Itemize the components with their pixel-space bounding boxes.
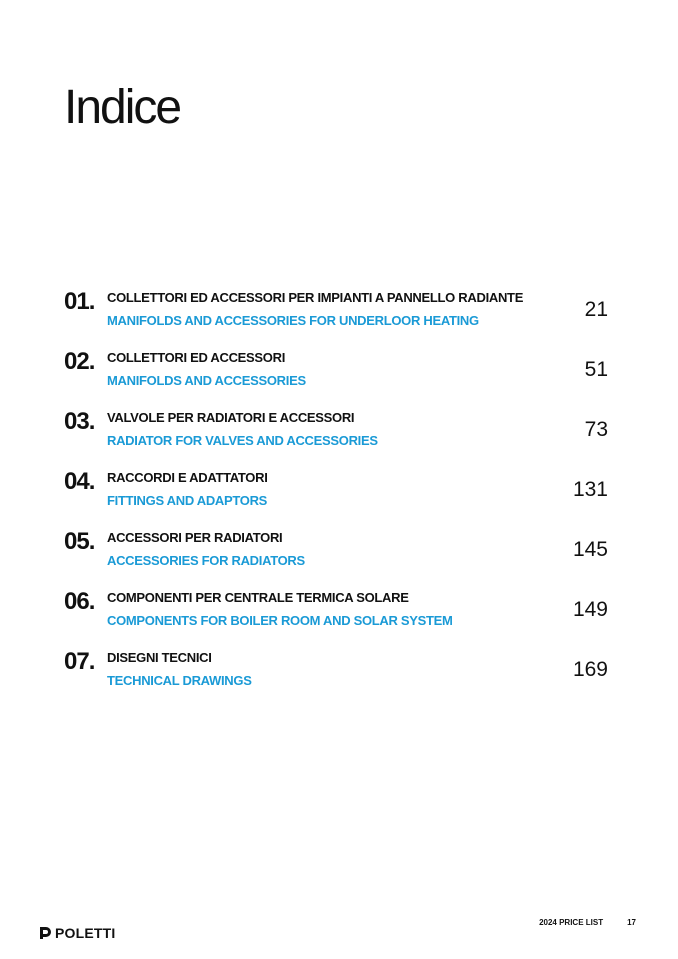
toc-entry-number: 02. (64, 348, 95, 375)
toc-entry-title-it: DISEGNI TECNICI (107, 650, 212, 665)
toc-entry[interactable] (0, 408, 678, 458)
toc-entry[interactable] (0, 468, 678, 518)
page-title: Indice (64, 81, 181, 134)
toc-entry-title-it: RACCORDI E ADATTATORI (107, 470, 268, 485)
toc-entry-page: 145 (572, 538, 608, 561)
footer-label: 2024 PRICE LIST (539, 918, 604, 927)
toc-entry-page: 131 (572, 478, 608, 501)
toc-entry-page: 51 (584, 358, 608, 381)
toc-entry-number: 05. (64, 528, 95, 555)
poletti-logo-icon (38, 926, 52, 940)
toc-entry-number: 06. (64, 588, 95, 615)
brand-logo (38, 924, 116, 942)
toc-entry-page: 169 (572, 658, 608, 681)
toc-entry-page: 73 (584, 418, 608, 441)
brand-name: POLETTI (55, 925, 116, 941)
toc-entry-number: 03. (64, 408, 95, 435)
footer-info (539, 918, 636, 928)
toc-entry-title-it: ACCESSORI PER RADIATORI (107, 530, 283, 545)
toc-entry-title-it: COMPONENTI PER CENTRALE TERMICA SOLARE (107, 590, 409, 605)
footer-page-number: 17 (627, 918, 636, 927)
toc-entry[interactable] (0, 348, 678, 398)
toc-entry[interactable] (0, 528, 678, 578)
toc-entry-title-it: COLLETTORI ED ACCESSORI PER IMPIANTI A PANNELLO RADIANTE (107, 290, 524, 305)
toc-entry-title-en: RADIATOR FOR VALVES AND ACCESSORIES (107, 433, 378, 448)
toc-entry[interactable] (0, 648, 678, 698)
toc-entry-title-en: COMPONENTS FOR BOILER ROOM AND SOLAR SYSTEM (107, 613, 453, 628)
toc-entry-number: 01. (64, 288, 95, 315)
toc-entry-page: 149 (572, 598, 608, 621)
toc-entry-title-it: COLLETTORI ED ACCESSORI (107, 350, 286, 365)
toc-entry-title-it: VALVOLE PER RADIATORI E ACCESSORI (107, 410, 355, 425)
toc-entry-number: 04. (64, 468, 95, 495)
toc-entry-title-en: MANIFOLDS AND ACCESSORIES (107, 373, 306, 388)
toc-entry-number: 07. (64, 648, 95, 675)
toc-entry[interactable] (0, 588, 678, 638)
toc-entry-page: 21 (584, 298, 608, 321)
toc-entry-title-en: TECHNICAL DRAWINGS (107, 673, 252, 688)
toc-entry-title-en: MANIFOLDS AND ACCESSORIES FOR UNDERLOOR HEATING (107, 313, 479, 328)
toc-entry[interactable] (0, 288, 678, 338)
toc-entry-title-en: FITTINGS AND ADAPTORS (107, 493, 268, 508)
toc-entry-title-en: ACCESSORIES FOR RADIATORS (107, 553, 305, 568)
